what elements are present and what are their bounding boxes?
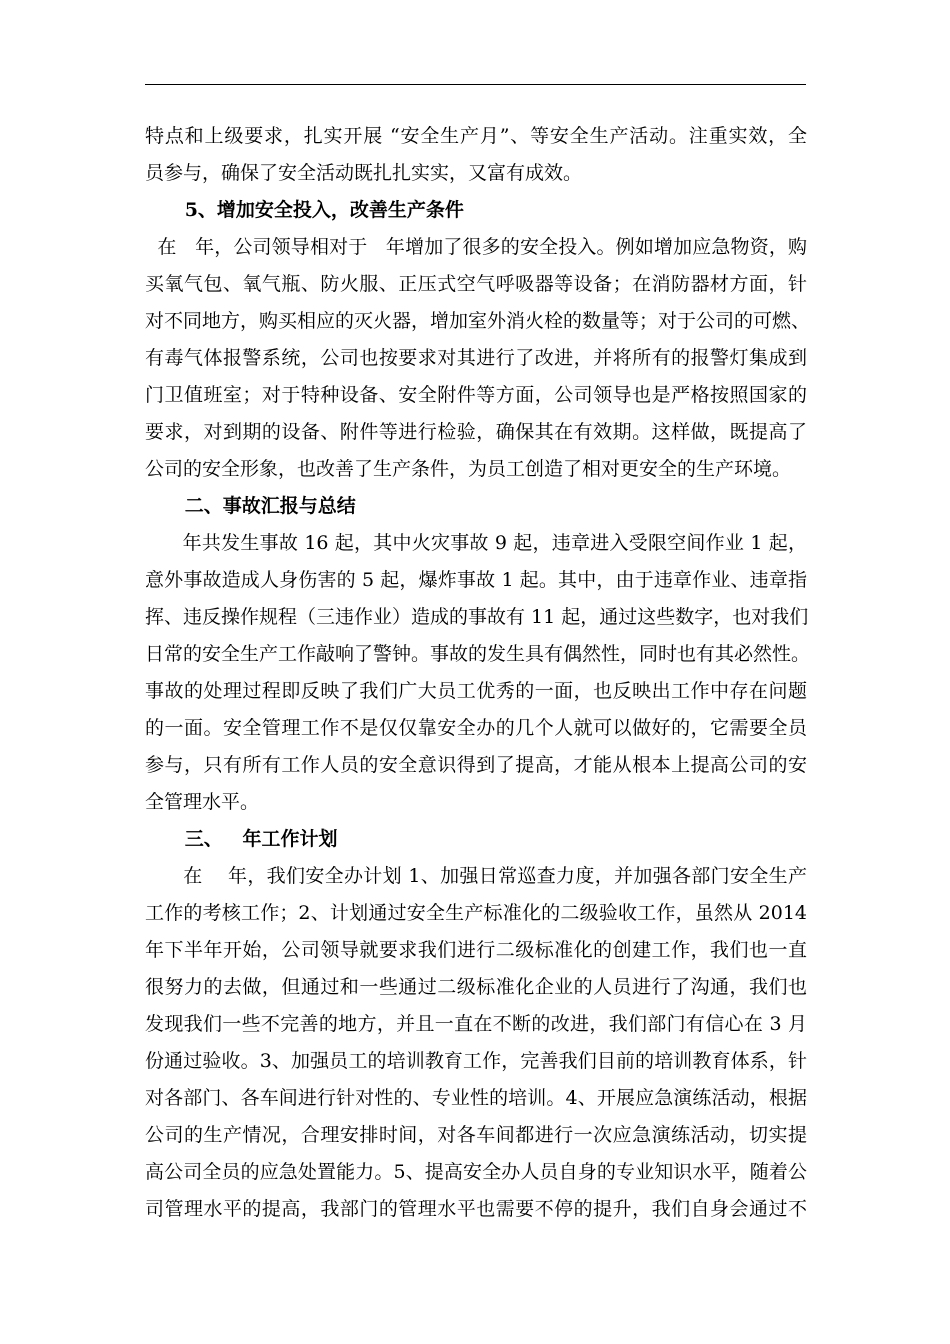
- text-line: 要求，对到期的设备、附件等进行检验，确保其在有效期。这样做，既提高了: [145, 421, 807, 443]
- text-line: 年下半年开始，公司领导就要求我们进行二级标准化的创建工作，我们也一直: [145, 939, 807, 961]
- header-rule: [145, 84, 806, 85]
- text-line: 参与，只有所有工作人员的安全意识得到了提高，才能从根本上提高公司的安: [145, 754, 807, 776]
- text-line: 员参与，确保了安全活动既扎扎实实，又富有成效。: [145, 162, 583, 184]
- text-line: 份通过验收。3、加强员工的培训教育工作，完善我们目前的培训教育体系，针: [145, 1050, 807, 1072]
- text-line: 在 年，公司领导相对于 年增加了很多的安全投入。例如增加应急物资，购: [145, 236, 807, 258]
- text-line: 意外事故造成人身伤害的 5 起，爆炸事故 1 起。其中，由于违章作业、违章指: [145, 569, 807, 591]
- text-line: 特点和上级要求，扎实开展 “安全生产月”、等安全生产活动。注重实效，全: [145, 125, 807, 147]
- text-line: 的一面。安全管理工作不是仅仅靠安全办的几个人就可以做好的，它需要全员: [145, 717, 807, 739]
- text-line: 工作的考核工作；2、计划通过安全生产标准化的二级验收工作，虽然从 2014: [145, 902, 807, 924]
- text-line: 挥、违反操作规程（三违作业）造成的事故有 11 起，通过这些数字，也对我们: [145, 606, 809, 628]
- text-line: 买氧气包、氧气瓶、防火服、正压式空气呼吸器等设备；在消防器材方面，针: [145, 273, 807, 295]
- text-line: 很努力的去做，但通过和一些通过二级标准化企业的人员进行了沟通，我们也: [145, 976, 807, 998]
- text-line: 对各部门、各车间进行针对性的、专业性的培训。4、开展应急演练活动，根据: [145, 1087, 807, 1109]
- text-line: 高公司全员的应急处置能力。5、提高安全办人员自身的专业知识水平，随着公: [145, 1161, 807, 1183]
- text-line: 年共发生事故 16 起，其中火灾事故 9 起，违章进入受限空间作业 1 起，: [145, 532, 807, 554]
- text-line: 对不同地方，购买相应的灭火器，增加室外消火栓的数量等；对于公司的可燃、: [145, 310, 811, 332]
- section-heading: 二、事故汇报与总结: [145, 495, 356, 517]
- text-line: 司管理水平的提高，我部门的管理水平也需要不停的提升，我们自身会通过不: [145, 1198, 807, 1220]
- text-line: 日常的安全生产工作敲响了警钟。事故的发生具有偶然性，同时也有其必然性。: [145, 643, 811, 665]
- text-line: 公司的生产情况，合理安排时间，对各车间都进行一次应急演练活动，切实提: [145, 1124, 807, 1146]
- text-line: 事故的处理过程即反映了我们广大员工优秀的一面，也反映出工作中存在问题: [145, 680, 807, 702]
- text-line: 有毒气体报警系统，公司也按要求对其进行了改进，并将所有的报警灯集成到: [145, 347, 807, 369]
- section-heading: 三、 年工作计划: [145, 828, 338, 850]
- text-line: 在 年，我们安全办计划 1、加强日常巡查力度，并加强各部门安全生产: [145, 865, 807, 887]
- document-body: [145, 118, 811, 1228]
- text-line: 全管理水平。: [145, 791, 260, 813]
- text-line: 公司的安全形象，也改善了生产条件，为员工创造了相对更安全的生产环境。: [145, 458, 792, 480]
- text-line: 门卫值班室；对于特种设备、安全附件等方面，公司领导也是严格按照国家的: [145, 384, 807, 406]
- text-line: 发现我们一些不完善的地方，并且一直在不断的改进，我们部门有信心在 3 月: [145, 1013, 807, 1035]
- section-heading: 5、增加安全投入，改善生产条件: [145, 199, 464, 221]
